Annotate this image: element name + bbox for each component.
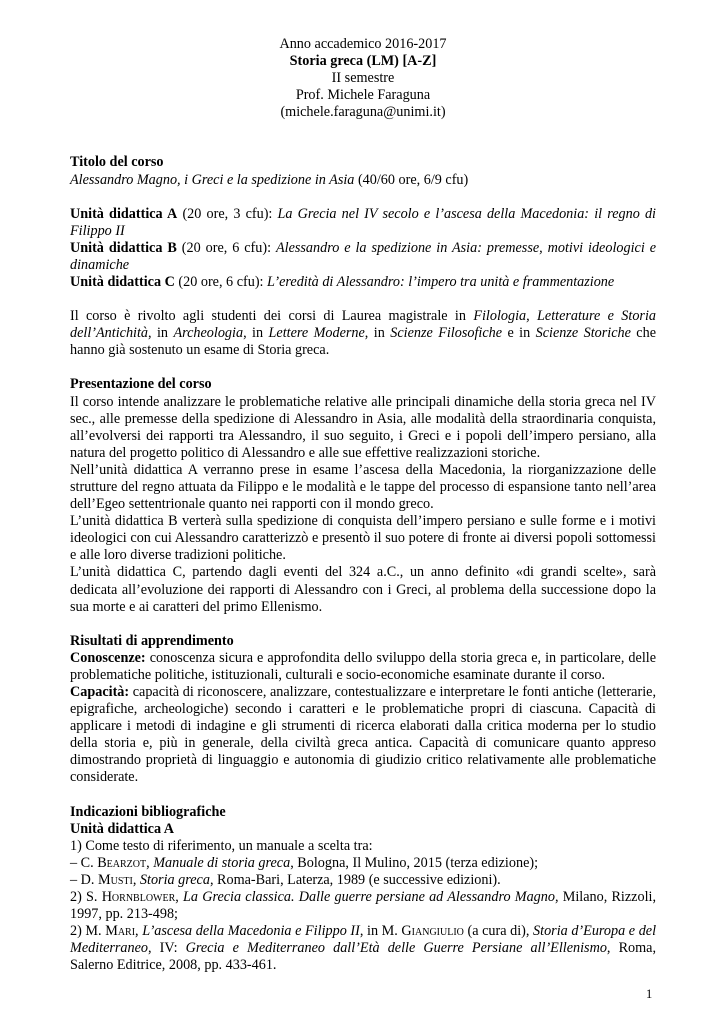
course-header — [70, 36, 656, 121]
bibliography-intro: 1) Come testo di riferimento, un manuale a scelta tra: — [70, 837, 373, 854]
entry-title: Storia greca — [139, 871, 210, 888]
entry-publisher: , Milano, Rizzoli, 1997, pp. 213-498; — [70, 889, 656, 923]
unit-c-label: Unità didattica C — [70, 274, 175, 291]
presentation-heading: Presentazione del corso — [70, 376, 212, 393]
unit-a — [70, 206, 656, 240]
professor-email: (michele.faraguna@unimi.it) — [280, 104, 446, 121]
course-title-text: Alessandro Magno, i Greci e la spedizione in Asia — [70, 171, 355, 188]
course-title-hours: (40/60 ore, 6/9 cfu) — [354, 171, 469, 188]
results-heading: Risultati di apprendimento — [70, 632, 234, 649]
audience-degree: Scienze Filosofiche — [390, 325, 503, 342]
entry-volume-title: Grecia e Mediterraneo dall’Età delle Guerre Persiane all’Ellenismo — [185, 940, 607, 957]
entry-publisher: , Bologna, Il Mulino, 2015 (terza edizione); — [290, 854, 539, 871]
knowledge-text: conoscenza sicura e approfondita dello sviluppo della storia greca e, in particolare, delle problematiche politiche, istituzionali, culturali e socio-economiche esaminate durante il corso. — [70, 649, 656, 683]
entry-prefix: – D. — [70, 871, 98, 888]
entry-publisher: , Roma, Salerno Editrice, 2008, pp. 433-461. — [70, 940, 657, 974]
bibliography-entry — [70, 923, 656, 974]
course-title — [70, 172, 656, 189]
audience-degree: Archeologia — [173, 325, 244, 342]
entry-author: Mari — [105, 923, 136, 940]
audience-text: che hanno già sostenuto un esame di Storia greca. — [70, 325, 656, 359]
page-number: 1 — [646, 987, 653, 1001]
unit-a-topic: La Grecia nel IV secolo e l’ascesa della Macedonia: il regno di Filippo II — [70, 205, 656, 239]
bibliography-entry — [70, 889, 656, 923]
audience-text: , in — [364, 325, 391, 342]
entry-prefix: 2) M. — [70, 923, 106, 940]
bibliography-entry — [70, 872, 656, 889]
unit-c-hours: (20 ore, 6 cfu): — [174, 274, 268, 291]
entry-series-title: Storia d’Europa e del Mediterraneo — [70, 923, 657, 957]
unit-c-topic: L’eredità di Alessandro: l’impero tra unità e frammentazione — [267, 274, 615, 291]
entry-separator: , — [132, 871, 140, 888]
entry-author: Bearzot — [97, 854, 147, 871]
entry-title: L’ascesa della Macedonia e Filippo II — [142, 923, 360, 940]
entry-title: Manuale di storia greca — [153, 854, 291, 871]
entry-prefix: – C. — [70, 854, 98, 871]
entry-text: (a cura di), — [463, 923, 534, 940]
audience-text: e in — [502, 325, 536, 342]
bibliography-unit-label: Unità didattica A — [70, 820, 175, 837]
presentation-paragraph: L’unità didattica C, partendo dagli eventi del 324 a.C., un anno definito «di grandi scelte», sarà dedicata all’evoluzione dei rapporti di Alessandro con i Greci, al problema della successione dopo la sua morte e ai caratteri del primo Ellenismo. — [70, 564, 656, 615]
course-name: Storia greca (LM) [A-Z] — [289, 53, 437, 70]
audience-degree: Scienze Storiche — [535, 325, 631, 342]
bibliography-heading: Indicazioni bibliografiche — [70, 803, 226, 820]
unit-b-label: Unità didattica B — [70, 239, 177, 256]
skills-text: capacità di riconoscere, analizzare, contestualizzare e interpretare le fonti antiche (letterarie, epigrafiche, archeologiche) secondo i caratteri e le problematiche propri di ciascuna. Capacità di applicare i metodi di indagine e gli strumenti di ricerca elaborati dalla critica moderna per lo studio della storia e, più in generale, della civiltà greca antica. Capacità di comunicare quanto appreso dimostrando proprietà di linguaggio e autonomia di giudizio critico relativamente alle problematiche considerate. — [70, 684, 656, 786]
knowledge-paragraph — [70, 650, 656, 684]
entry-author: Hornblower — [101, 889, 176, 906]
entry-publisher: , Roma-Bari, Laterza, 1989 (e successive edizioni). — [209, 871, 501, 888]
presentation-paragraph: Nell’unità didattica A verranno prese in esame l’ascesa della Macedonia, la riorganizzazione delle strutture del regno attuata da Filippo e le modalità e le tappe del processo di espansione tanto nell’area dell’Egeo settentrionale quanto nei rapporti con il mondo greco. — [70, 461, 656, 513]
audience-text: Il corso è rivolto agli studenti dei corsi di Laurea magistrale in — [70, 308, 474, 325]
entry-editor: Giangiulio — [401, 923, 464, 940]
entry-text: , in M. — [359, 923, 402, 940]
entry-separator: , — [135, 923, 143, 940]
entry-text: , IV: — [148, 940, 186, 957]
skills-label: Capacità: — [70, 684, 130, 700]
audience-text: , in — [243, 325, 269, 342]
audience-text: , in — [148, 325, 174, 342]
presentation-paragraph: Il corso intende analizzare le problematiche relative alle principali dinamiche della storia greca nel IV sec., alle premesse della spedizione di Alessandro in Asia, alle modalità della straordinaria conquista, all’evolversi dei rapporti tra Alessandro, il suo seguito, i Greci e i popoli dell’impero persiano, alla natura del progetto politico di Alessandro e alle sue effettive realizzazioni storiche. — [70, 393, 656, 461]
audience-degree: Lettere Moderne — [268, 325, 365, 342]
presentation-paragraph: L’unità didattica B verterà sulla spedizione di conquista dell’impero persiano e sulle forme e i motivi ideologici con cui Alessandro caratterizzò e presentò il suo potere di fronte ai diversi popoli sottomessi e alle loro diverse tradizioni politiche. — [70, 513, 656, 564]
semester: II semestre — [331, 70, 395, 87]
entry-separator: , — [175, 889, 184, 906]
entry-author: Musti — [97, 871, 133, 888]
knowledge-label: Conoscenze: — [70, 649, 146, 666]
entry-separator: , — [146, 854, 154, 871]
unit-b-hours: (20 ore, 6 cfu): — [176, 239, 276, 256]
entry-title: La Grecia classica. Dalle guerre persiane ad Alessandro Magno — [183, 889, 555, 906]
unit-b — [70, 240, 656, 274]
academic-year: Anno accademico 2016-2017 — [279, 36, 447, 52]
entry-prefix: 2) S. — [70, 889, 102, 906]
professor-name: Prof. Michele Faraguna — [295, 87, 431, 104]
course-title-heading: Titolo del corso — [70, 154, 164, 171]
audience-degree: Filologia, Letterature e Storia dell’Antichità — [70, 308, 656, 342]
skills-paragraph — [70, 684, 656, 787]
unit-a-hours: (20 ore, 3 cfu): — [177, 205, 278, 222]
unit-c — [70, 274, 656, 291]
audience-paragraph — [70, 308, 656, 359]
unit-b-topic: Alessandro e la spedizione in Asia: premesse, motivi ideologici e dinamiche — [70, 239, 656, 273]
bibliography-entry — [70, 855, 656, 872]
document-page — [70, 36, 656, 975]
unit-a-label: Unità didattica A — [70, 205, 178, 222]
